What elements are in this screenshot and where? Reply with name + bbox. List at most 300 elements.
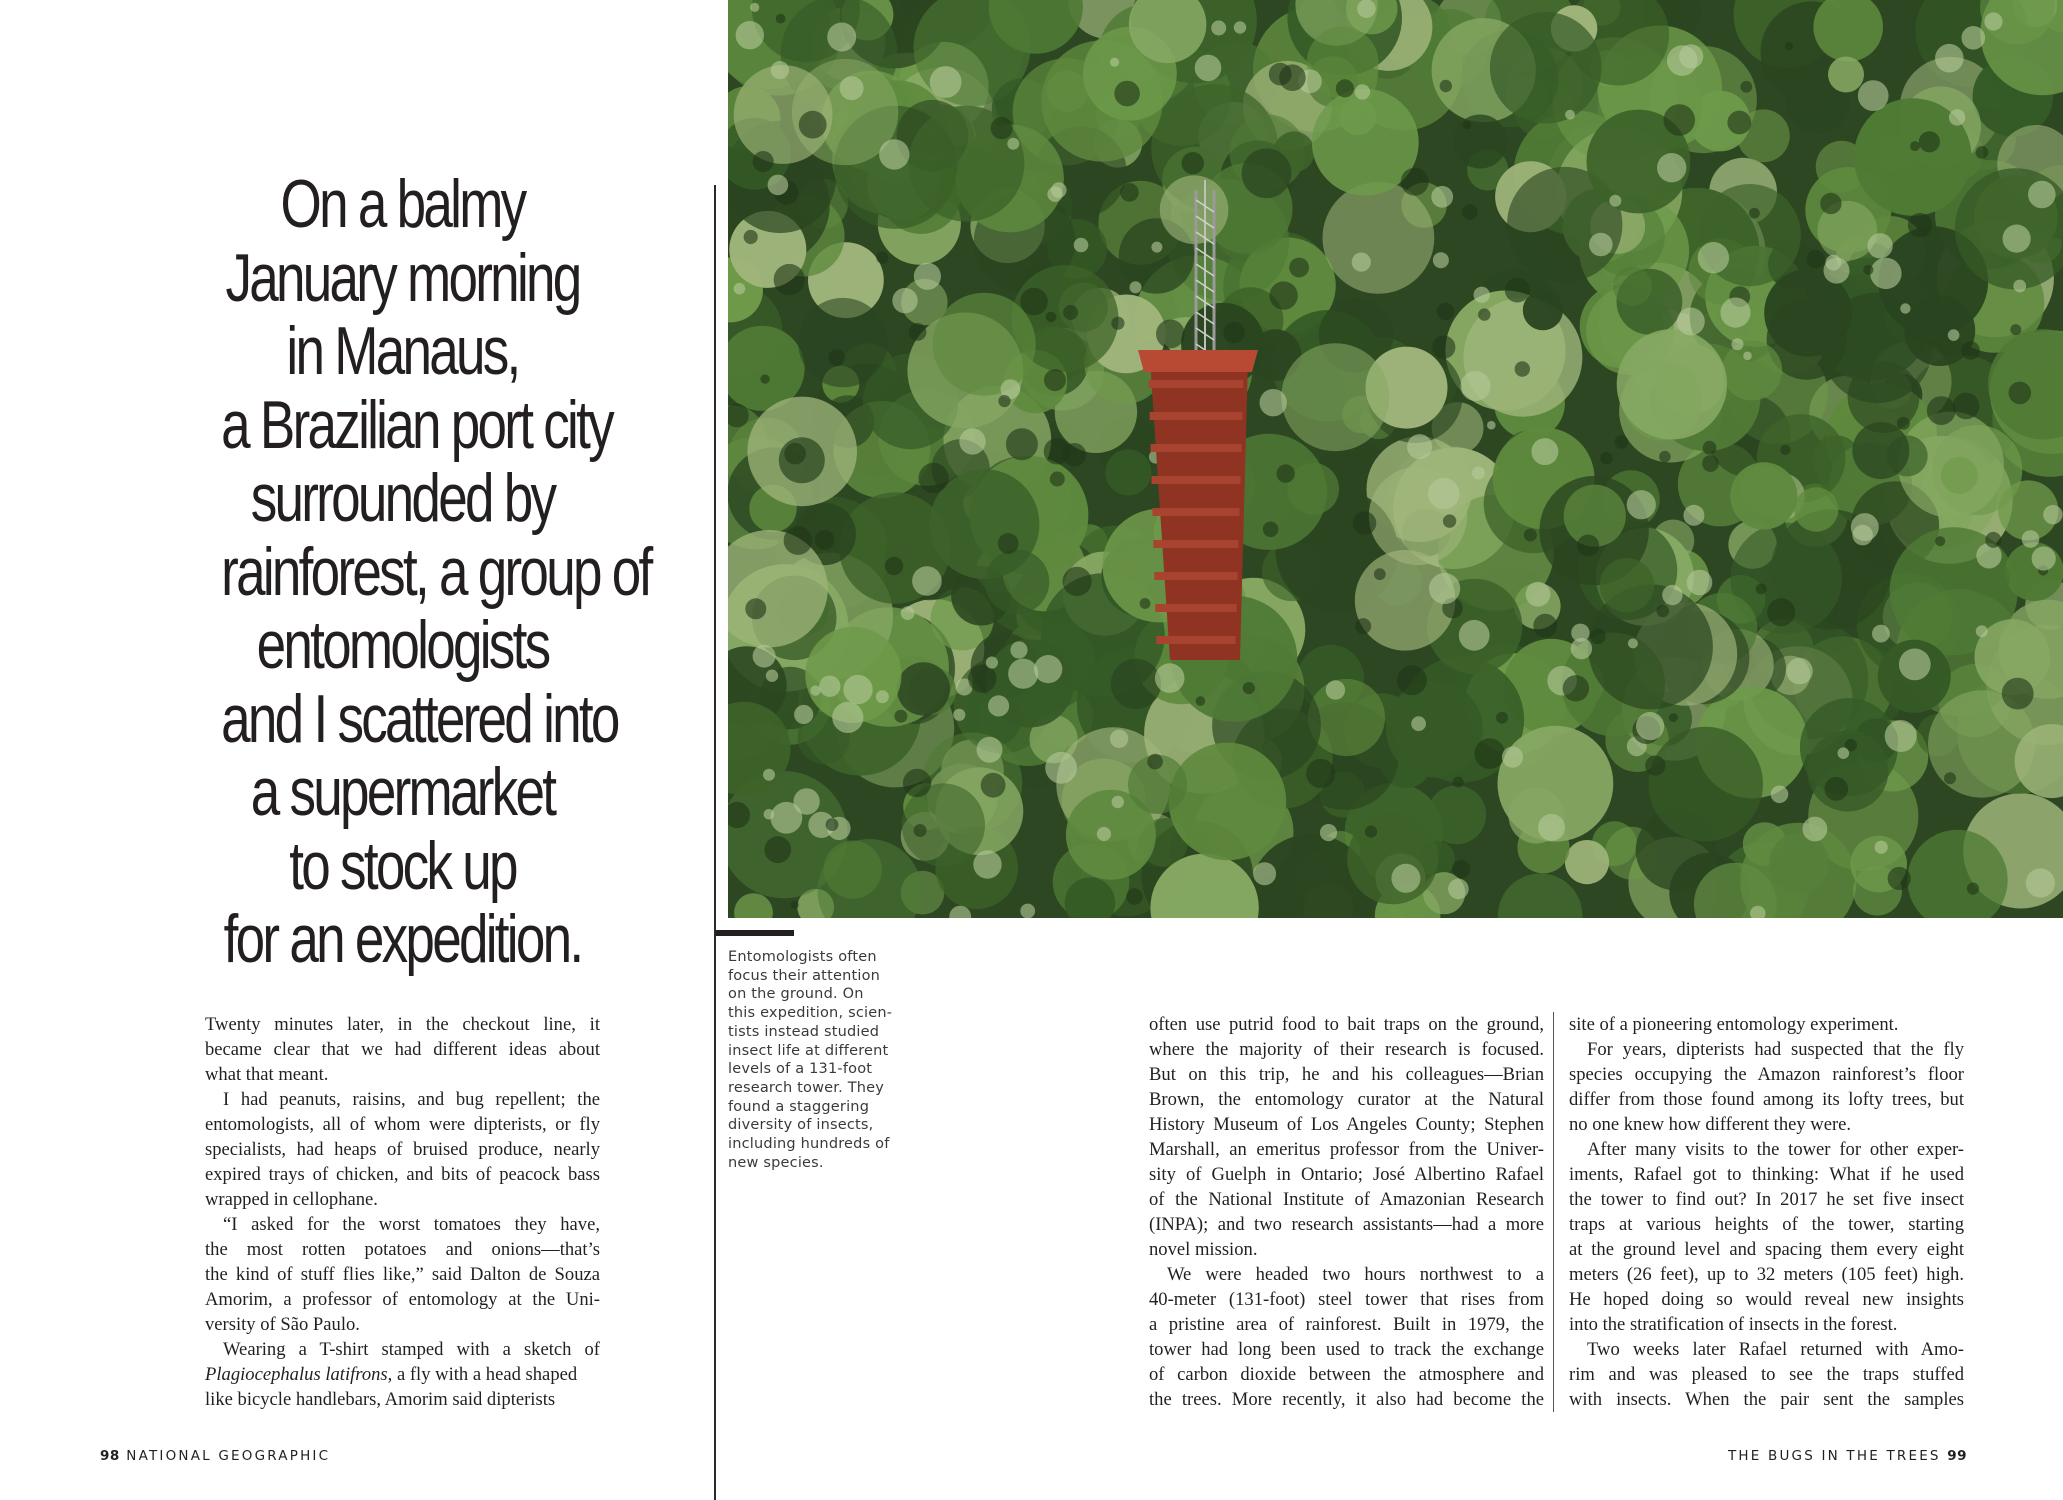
tree-crown (1453, 115, 1507, 169)
leaf-highlight (793, 788, 819, 814)
leaf-highlight (1976, 543, 2001, 568)
leaf-highlight (843, 675, 872, 704)
tree-crown (1941, 457, 1978, 494)
leaf-highlight (1397, 665, 1427, 695)
caption-line: research tower. They (728, 1079, 885, 1096)
species-name: Plagiocephalus latifrons (205, 1364, 388, 1385)
leaf-highlight (745, 598, 766, 619)
leaf-highlight (1155, 663, 1185, 693)
leaf-highlight (1211, 21, 1226, 36)
column-rule (1553, 1012, 1554, 1412)
leaf-highlight (1767, 598, 1795, 626)
leaf-highlight (784, 443, 806, 465)
body-line: site of a pioneering entomology experiment. (1569, 1014, 1899, 1035)
leaf-highlight (1910, 141, 1920, 151)
body-line: with insects. When the pair sent the samples (1569, 1389, 1964, 1410)
leaf-highlight (1662, 585, 1682, 605)
leaf-highlight (1875, 841, 1888, 854)
pull-quote-line: surrounded by (250, 460, 555, 536)
leaf-highlight (986, 657, 998, 669)
body-line: “I asked for the worst tomatoes they have, (223, 1214, 600, 1235)
leaf-highlight (766, 670, 778, 682)
leaf-highlight (1047, 187, 1062, 202)
leaf-highlight (1961, 341, 1980, 360)
leaf-highlight (1786, 658, 1813, 685)
leaf-highlight (1948, 329, 1960, 341)
leaf-highlight (1234, 21, 1246, 33)
caption-line: new species. (728, 1154, 824, 1171)
leaf-highlight (1355, 84, 1370, 99)
leaf-highlight (1355, 618, 1371, 634)
leaf-highlight (2032, 546, 2056, 570)
leaf-highlight (1223, 322, 1244, 343)
leaf-highlight (1505, 278, 1530, 303)
body-line: After many visits to the tower for other exper- (1587, 1139, 1964, 1160)
body-line: species occupying the Amazon rainforest’s floor (1569, 1064, 1964, 1085)
leaf-highlight (1976, 146, 1989, 159)
leaf-highlight (1900, 303, 1910, 313)
pull-quote-line: entomologists (256, 607, 549, 683)
leaf-highlight (930, 66, 962, 98)
leaf-highlight (1985, 532, 2001, 548)
body-line: traps at various heights of the tower, starting (1569, 1214, 1964, 1235)
leaf-highlight (998, 395, 1010, 407)
leaf-highlight (1867, 233, 1892, 258)
body-line: Twenty minutes later, in the checkout line, it (205, 1014, 600, 1035)
body-line: He hoped doing so would reveal new insights (1569, 1289, 1964, 1310)
leaf-highlight (734, 283, 746, 295)
leaf-highlight (1771, 786, 1789, 804)
body-line: But on this trip, he and his colleagues—Brian (1149, 1064, 1544, 1085)
leaf-highlight (1401, 168, 1429, 196)
leaf-highlight (1679, 44, 1703, 68)
leaf-highlight (1034, 655, 1062, 683)
caption-line: insect life at different (728, 1042, 889, 1059)
tree-crown (897, 662, 950, 715)
leaf-highlight (1269, 281, 1297, 309)
leaf-highlight (912, 566, 942, 596)
leaf-highlight (1727, 111, 1751, 135)
leaf-highlight (1636, 712, 1664, 740)
leaf-highlight (764, 809, 775, 820)
body-line: iments, Rafael got to thinking: What if he used (1569, 1164, 1964, 1185)
tree-crown (798, 298, 887, 387)
body-column-3 (1569, 1012, 1964, 1412)
body-line: the tower to find out? In 2017 he set five insect (1569, 1189, 1964, 1210)
caption-line: diversity of insects, (728, 1117, 874, 1134)
body-column-2 (1149, 1012, 1544, 1412)
tree-crown (1613, 267, 1652, 306)
leaf-highlight (1253, 862, 1276, 885)
leaf-highlight (1657, 153, 1686, 182)
caption-line: this expedition, scien- (728, 1005, 893, 1022)
leaf-highlight (991, 117, 1013, 139)
pull-quote-line: to stock up (289, 827, 516, 904)
leaf-highlight (1044, 438, 1070, 464)
leaf-highlight (1749, 208, 1760, 219)
tower-floor (1156, 636, 1235, 644)
leaf-highlight (1526, 582, 1551, 607)
leaf-highlight (1858, 80, 1889, 111)
leaf-highlight (1440, 80, 1452, 92)
photo-caption (728, 948, 918, 1172)
leaf-highlight (1935, 44, 1964, 73)
leaf-highlight (1428, 478, 1459, 509)
leaf-highlight (1007, 138, 1019, 150)
leaf-highlight (764, 836, 791, 863)
leaf-highlight (1196, 696, 1206, 706)
caption-line: including hundreds of (728, 1136, 890, 1153)
leaf-highlight (1740, 81, 1752, 93)
leaf-highlight (826, 818, 839, 831)
leaf-highlight (879, 139, 909, 169)
leaf-highlight (876, 690, 889, 703)
leaf-highlight (1826, 255, 1842, 271)
leaf-highlight (1326, 680, 1345, 699)
leaf-highlight (2028, 181, 2056, 209)
leaf-highlight (1683, 505, 1704, 526)
leaf-highlight (774, 264, 805, 295)
leaf-highlight (2010, 324, 2021, 335)
body-line: We were headed two hours northwest to a (1167, 1264, 1544, 1285)
leaf-highlight (1147, 754, 1163, 770)
leaf-highlight (776, 14, 786, 24)
leaf-highlight (1352, 253, 1371, 272)
leaf-highlight (1459, 620, 1490, 651)
leaf-highlight (1628, 638, 1638, 648)
leaf-highlight (1919, 131, 1940, 152)
leaf-highlight (2022, 530, 2040, 548)
leaf-highlight (736, 21, 764, 49)
leaf-highlight (1702, 455, 1719, 472)
leaf-highlight (1120, 183, 1139, 202)
body-line: where the majority of their research is focused. (1149, 1039, 1544, 1060)
leaf-highlight (998, 533, 1019, 554)
leaf-highlight (1279, 64, 1306, 91)
leaf-highlight (1063, 567, 1092, 596)
leaf-highlight (1243, 682, 1255, 694)
leaf-highlight (885, 557, 903, 575)
leaf-highlight (1050, 472, 1065, 487)
tree-crown (1160, 175, 1229, 244)
leaf-highlight (1112, 796, 1124, 808)
leaf-highlight (1785, 42, 1793, 50)
gutter-rule (714, 185, 716, 1500)
leaf-highlight (1353, 511, 1376, 534)
body-line-italic (205, 1362, 600, 1387)
leaf-highlight (1615, 435, 1629, 449)
caption-line: focus their attention (728, 967, 881, 984)
tower-floor (1154, 572, 1237, 580)
tree-crown (933, 293, 1036, 396)
leaf-highlight (1589, 233, 1613, 257)
page-number-right: 99 (1947, 1448, 1967, 1464)
leaf-highlight (1182, 152, 1204, 174)
leaf-highlight (2043, 505, 2062, 524)
leaf-highlight (827, 23, 856, 52)
tree-crown (824, 841, 882, 899)
leaf-highlight (1044, 369, 1066, 391)
body-line: versity of São Paulo. (205, 1314, 360, 1335)
body-line: tower had long been used to track the exchange (1149, 1339, 1544, 1360)
leaf-highlight (1263, 522, 1279, 538)
leaf-highlight (2002, 678, 2034, 710)
leaf-highlight (784, 526, 813, 555)
leaf-highlight (1732, 338, 1744, 350)
leaf-highlight (1645, 755, 1665, 775)
leaf-highlight (1374, 568, 1386, 580)
leaf-highlight (1008, 659, 1038, 689)
body-line: the kind of stuff flies like,” said Dalton de Souza (205, 1264, 600, 1285)
leaf-highlight (1807, 250, 1826, 269)
leaf-highlight (1600, 452, 1612, 464)
tree-crown (1242, 148, 1292, 198)
tree-crown (1386, 681, 1483, 778)
tree-crown (1565, 840, 1609, 884)
leaf-highlight (1590, 629, 1606, 645)
leaf-highlight (973, 850, 1001, 878)
leaf-highlight (1577, 535, 1599, 557)
body-line: often use putrid food to bait traps on the ground, (1149, 1014, 1544, 1035)
leaf-highlight (1474, 287, 1490, 303)
leaf-highlight (1140, 598, 1151, 609)
leaf-highlight (1496, 712, 1508, 724)
canopy-image (728, 0, 2063, 918)
body-line: the trees. More recently, it also had become the (1149, 1389, 1544, 1410)
leaf-highlight (1899, 649, 1931, 681)
body-line: sity of Guelph in Ontario; José Albertino Rafael (1149, 1164, 1544, 1185)
tree-crown (1648, 727, 1763, 842)
body-line: no one knew how different they were. (1569, 1114, 1852, 1135)
leaf-highlight (1110, 58, 1119, 67)
leaf-highlight (1533, 614, 1557, 638)
leaf-highlight (876, 252, 888, 264)
leaf-highlight (894, 710, 907, 723)
tower-floor (1153, 540, 1238, 548)
leaf-highlight (1151, 242, 1162, 253)
leaf-highlight (1074, 238, 1089, 253)
leaf-highlight (1803, 817, 1828, 842)
tree-crown (1169, 743, 1287, 861)
body-line: meters (26 feet), up to 32 meters (105 feet) high. (1569, 1264, 1964, 1285)
leaf-highlight (953, 709, 965, 721)
tree-crown (1281, 343, 1389, 451)
body-line: rim and was pleased to see the traps stuffed (1569, 1364, 1964, 1385)
page-number-left: 98 (100, 1448, 120, 1464)
leaf-highlight (1063, 305, 1078, 320)
tree-crown (1105, 449, 1151, 495)
leaf-highlight (819, 676, 840, 697)
leaf-highlight (1897, 417, 1910, 430)
body-line: 40-meter (131-foot) steel tower that rises from (1149, 1289, 1544, 1310)
pull-quote-line: On a balmy (280, 166, 525, 242)
leaf-highlight (840, 76, 864, 100)
leaf-highlight (901, 606, 915, 620)
leaf-highlight (977, 737, 1003, 763)
leaf-highlight (909, 323, 927, 341)
leaf-highlight (1888, 867, 1911, 890)
caption-line: Entomologists often (728, 949, 877, 965)
leaf-highlight (1156, 320, 1185, 349)
leaf-highlight (1935, 536, 1945, 546)
leaf-highlight (1462, 204, 1478, 220)
pull-quote-line: January morning (225, 239, 580, 316)
leaf-highlight (1565, 110, 1575, 120)
tree-crown (1323, 182, 1435, 294)
leaf-highlight (1126, 888, 1143, 905)
tower-floor (1155, 604, 1236, 612)
leaf-highlight (1097, 827, 1111, 841)
leaf-highlight (1698, 242, 1729, 273)
caption-rule (716, 930, 794, 936)
leaf-highlight (1780, 445, 1790, 455)
tower-floor (1151, 444, 1242, 452)
leaf-highlight (1010, 641, 1027, 658)
body-line: Two weeks later Rafael returned with Amo- (1587, 1339, 1964, 1360)
leaf-highlight (1411, 716, 1426, 731)
tree-crown (1828, 57, 1864, 93)
leaf-highlight (1448, 879, 1469, 900)
leaf-highlight (1437, 303, 1455, 321)
leaf-highlight (1365, 826, 1377, 838)
folio-left (100, 1448, 330, 1464)
leaf-highlight (1976, 625, 1988, 637)
leaf-highlight (1563, 675, 1589, 701)
leaf-highlight (1524, 529, 1537, 542)
leaf-highlight (1743, 352, 1752, 361)
leaf-highlight (988, 695, 1009, 716)
leaf-highlight (1703, 441, 1717, 455)
leaf-highlight (1336, 79, 1354, 97)
tree-crown (1111, 659, 1161, 709)
body-line: of the National Institute of Amazonian Research (1149, 1189, 1544, 1210)
leaf-highlight (1515, 361, 1530, 376)
body-line: expired trays of chicken, and bits of peacock bass (205, 1164, 600, 1185)
body-line: the most rotten potatoes and onions—that’s (205, 1239, 600, 1260)
leaf-highlight (1851, 513, 1879, 541)
body-line: Marshall, an emeritus professor from the Univer- (1149, 1139, 1544, 1160)
folio-right (1728, 1448, 1967, 1464)
pull-quote-line: rainforest, a group of (221, 533, 651, 610)
pull-quote-line: and I scattered into (221, 680, 618, 757)
leaf-highlight (1571, 624, 1589, 642)
body-line: Amorim, a professor of entomology at the Uni- (205, 1289, 600, 1310)
body-line: at the ground level and spacing them every eight (1569, 1239, 1964, 1260)
tree-crown (1730, 462, 1797, 529)
tower-floor (1151, 476, 1240, 484)
leaf-highlight (1452, 860, 1470, 878)
leaf-highlight (753, 645, 776, 668)
body-line-rest: , a fly with a head shaped (387, 1364, 578, 1385)
leaf-highlight (1277, 464, 1295, 482)
body-line: like bicycle handlebars, Amorim said dipterists (205, 1389, 556, 1410)
leaf-highlight (1020, 288, 1048, 316)
leaf-highlight (1357, 0, 1376, 18)
tree-crown (1523, 290, 1563, 330)
pull-quote-line: a Brazilian port city (221, 386, 612, 463)
pull-quote-line: a supermarket (250, 754, 555, 830)
leaf-highlight (1461, 371, 1491, 401)
leaf-highlight (1391, 864, 1420, 893)
caption-line: found a staggering (728, 1098, 870, 1115)
leaf-highlight (1453, 777, 1464, 788)
leaf-highlight (2026, 868, 2055, 897)
leaf-highlight (794, 705, 813, 724)
tree-crown (1794, 487, 1838, 531)
body-line: into the stratification of insects in the forest. (1569, 1314, 1898, 1335)
leaf-highlight (1820, 193, 1841, 214)
tree-crown (1490, 12, 1602, 124)
leaf-highlight (1130, 281, 1142, 293)
leaf-highlight (1260, 389, 1287, 416)
leaf-highlight (1429, 573, 1460, 604)
leaf-highlight (828, 349, 845, 366)
leaf-highlight (1289, 258, 1309, 278)
tree-crown (1600, 558, 1654, 612)
leaf-highlight (1006, 428, 1038, 460)
leaf-highlight (1927, 396, 1956, 425)
leaf-highlight (1838, 747, 1850, 759)
tree-crown (1427, 785, 1486, 844)
pull-quote-line: for an expedition. (223, 901, 582, 977)
leaf-highlight (815, 530, 835, 550)
body-line: novel mission. (1149, 1239, 1258, 1260)
leaf-highlight (760, 374, 769, 383)
leaf-highlight (1478, 308, 1490, 320)
leaf-highlight (1944, 772, 1956, 784)
body-line: entomologists, all of whom were dipterists, or fly (205, 1114, 600, 1135)
leaf-highlight (1885, 720, 1917, 752)
body-line: Wearing a T-shirt stamped with a sketch of (223, 1339, 600, 1360)
magazine-name: NATIONAL GEOGRAPHIC (126, 1448, 331, 1464)
tree-crown (985, 550, 1050, 615)
caption-line: tists instead studied (728, 1023, 880, 1040)
tower-floor (1150, 412, 1243, 420)
leaf-highlight (1538, 814, 1565, 841)
leaf-highlight (1431, 186, 1453, 208)
leaf-highlight (1984, 12, 2002, 30)
body-line: specialists, had heaps of bruised produce, nearly (205, 1139, 600, 1160)
leaf-highlight (1306, 759, 1335, 788)
tree-crown (1617, 329, 1727, 439)
leaf-highlight (1863, 265, 1873, 275)
caption-line: levels of a 131-foot (728, 1061, 873, 1078)
leaf-highlight (919, 463, 949, 493)
leaf-highlight (1531, 438, 1558, 465)
pull-quote (221, 166, 651, 977)
body-line: History Museum of Los Angeles County; Stephen (1149, 1114, 1544, 1135)
tower-floor (1149, 380, 1244, 388)
leaf-highlight (1953, 393, 1980, 420)
leaf-highlight (892, 288, 917, 313)
leaf-highlight (763, 769, 775, 781)
leaf-highlight (1720, 298, 1750, 328)
leaf-highlight (1020, 904, 1035, 918)
leaf-highlight (791, 901, 799, 909)
tree-crown (1347, 813, 1438, 904)
leaf-highlight (2013, 280, 2026, 293)
leaf-highlight (1962, 26, 1986, 50)
leaf-highlight (750, 3, 759, 12)
leaf-highlight (1110, 730, 1128, 748)
leaf-highlight (771, 61, 789, 79)
leaf-highlight (768, 175, 789, 196)
body-column-1 (205, 1012, 600, 1412)
leaf-highlight (1463, 121, 1471, 129)
leaf-highlight (959, 428, 985, 454)
leaf-highlight (1949, 109, 1965, 125)
leaf-highlight (1687, 570, 1713, 596)
